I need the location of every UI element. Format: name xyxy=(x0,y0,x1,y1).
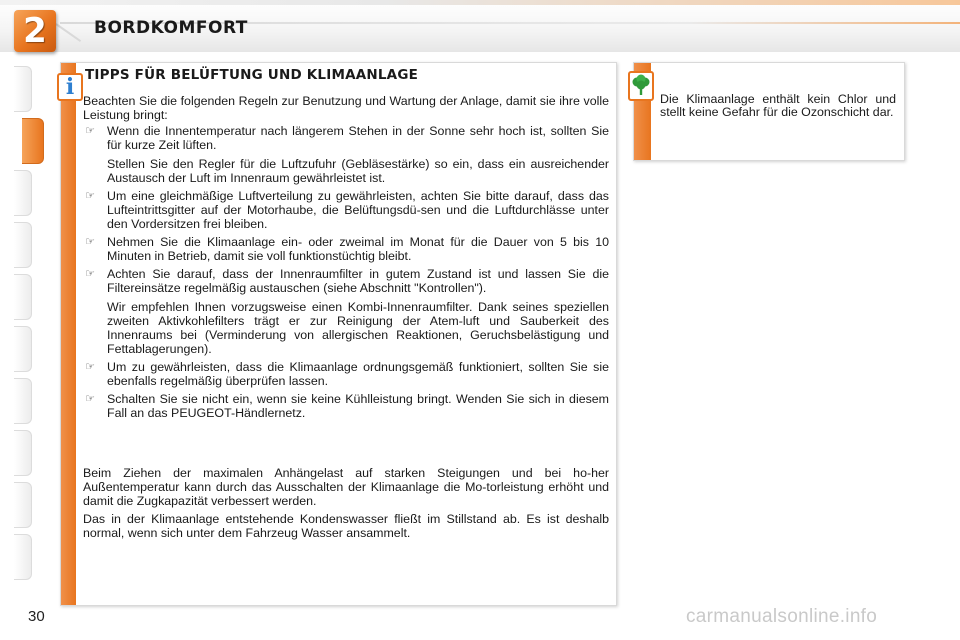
info-icon: i xyxy=(57,73,83,101)
pointing-hand-icon: ☞ xyxy=(85,393,95,405)
info-panel xyxy=(60,62,617,606)
pointing-hand-icon: ☞ xyxy=(85,236,95,248)
footer-paragraph: Beim Ziehen der maximalen Anhängelast auf starken Steigungen und bei ho-her Außentemperatur kann durch das Ausschalten der Klimaanlage die Mo-torleistung erhöht und damit die Zugkapazität verbessert werden. xyxy=(83,466,609,508)
chapter-tab-3[interactable] xyxy=(14,170,32,216)
chapter-tab-7[interactable] xyxy=(14,378,32,424)
panel-body xyxy=(83,94,609,424)
eco-panel xyxy=(633,62,905,161)
info-panel-accent xyxy=(61,63,76,605)
page-number: 30 xyxy=(28,608,45,625)
list-item-text: Wenn die Innentemperatur nach längerem Stehen in der Sonne sehr hoch ist, sollten Sie für kurze Zeit lüften. xyxy=(107,124,609,152)
list-item-text: Um eine gleichmäßige Luftverteilung zu gewährleisten, achten Sie bitte darauf, dass das Lufteintrittsgitter auf der Motorhaube, die Belüftungsdü-sen und die Luftdurchlässe unter den Vordersitzen frei bleiben. xyxy=(107,189,609,231)
chapter-tab-9[interactable] xyxy=(14,482,32,528)
list-item-text: Schalten Sie sie nicht ein, wenn sie keine Kühlleistung bringt. Wenden Sie sich in diesem Fall an das PEUGEOT-Händlernetz. xyxy=(107,392,609,420)
chapter-tabs xyxy=(14,66,34,578)
chapter-tab-1[interactable] xyxy=(14,66,32,112)
pointing-hand-icon: ☞ xyxy=(85,125,95,137)
eco-text: Die Klimaanlage enthält kein Chlor und stellt keine Gefahr für die Ozonschicht dar. xyxy=(660,92,896,119)
chapter-tab-4[interactable] xyxy=(14,222,32,268)
list-item xyxy=(83,189,609,231)
panel-footer xyxy=(83,466,609,544)
list-item-text: Nehmen Sie die Klimaanlage ein- oder zweimal im Monat für die Dauer von 5 bis 10 Minuten in Betrieb, damit sie voll funktionstüchtig bleibt. xyxy=(107,235,609,263)
watermark: carmanualsonline.info xyxy=(686,606,878,627)
header-divider-diagonal xyxy=(55,23,81,42)
panel-title: TIPPS FÜR BELÜFTUNG UND KLIMAANLAGE xyxy=(85,67,419,83)
header-band xyxy=(0,0,960,52)
pointing-hand-icon: ☞ xyxy=(85,268,95,280)
chapter-number-badge: 2 xyxy=(14,10,56,52)
intro-paragraph: Beachten Sie die folgenden Regeln zur Benutzung und Wartung der Anlage, damit sie ihre volle Leistung bringt: xyxy=(83,94,609,122)
pointing-hand-icon: ☞ xyxy=(85,190,95,202)
list-item xyxy=(83,124,609,185)
chapter-tab-8[interactable] xyxy=(14,430,32,476)
chapter-tab-6[interactable] xyxy=(14,326,32,372)
list-item-subtext: Wir empfehlen Ihnen vorzugsweise einen Kombi-Innenraumfilter. Dank seines speziellen zweiten Aktivkohlefilters trägt er zur Reinigung der Atem-luft und Sauberkeit des Innenraums bei (Verminderung von allergischen Reaktionen, Geruchsbelästigung und Fettablagerungen). xyxy=(107,300,609,356)
list-item-text: Achten Sie darauf, dass der Innenraumfilter in gutem Zustand ist und lassen Sie die Filtereinsätze regelmäßig austauschen (siehe Abschnitt "Kontrollen"). xyxy=(107,267,609,295)
list-item xyxy=(83,235,609,263)
chapter-title: BORDKOMFORT xyxy=(94,18,248,38)
list-item-subtext: Stellen Sie den Regler für die Luftzufuhr (Gebläsestärke) so ein, dass ein ausreichender Austausch der Luft im Innenraum gewährleistet ist. xyxy=(107,157,609,185)
list-item xyxy=(83,267,609,356)
header-stripe xyxy=(0,0,960,5)
list-item-text: Um zu gewährleisten, dass die Klimaanlage ordnungsgemäß funktioniert, sollten Sie sie ebenfalls regelmäßig überprüfen lassen. xyxy=(107,360,609,388)
tree-icon xyxy=(628,71,654,101)
chapter-tab-2-active[interactable] xyxy=(22,118,44,164)
chapter-tab-5[interactable] xyxy=(14,274,32,320)
list-item xyxy=(83,392,609,420)
footer-paragraph: Das in der Klimaanlage entstehende Kondenswasser fließt im Stillstand ab. Es ist deshalb normal, wenn sich unter dem Fahrzeug Wasser ansammelt. xyxy=(83,512,609,540)
chapter-tab-10[interactable] xyxy=(14,534,32,580)
list-item xyxy=(83,360,609,388)
pointing-hand-icon: ☞ xyxy=(85,361,95,373)
